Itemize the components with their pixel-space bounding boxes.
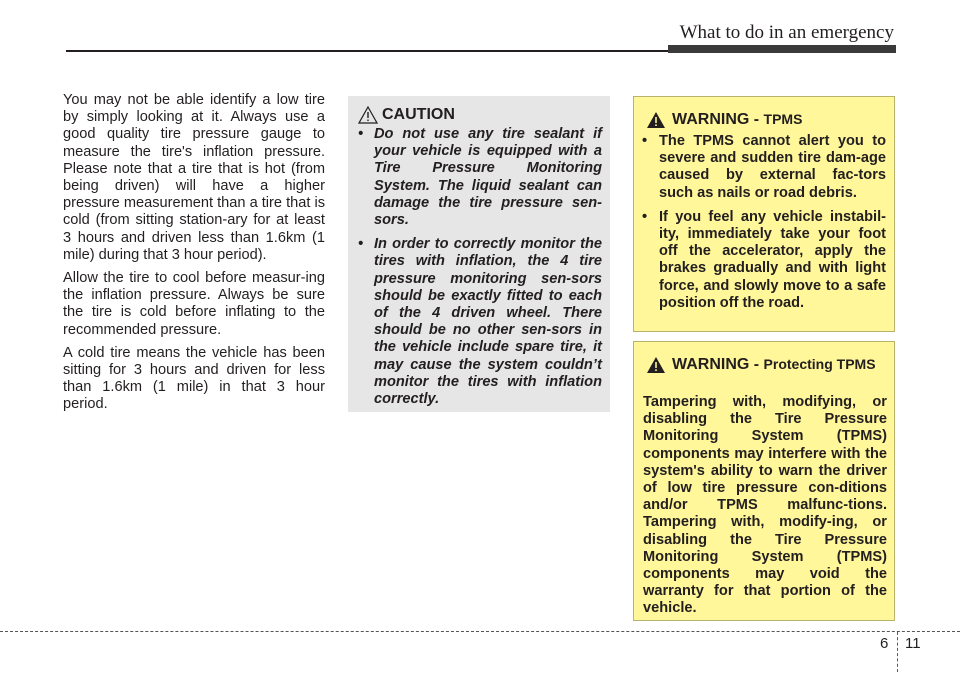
chapter-number: 6	[880, 635, 889, 652]
caution-item: • Do not use any tire sealant if your vehicle is equipped with a Tire Pressure Monitoring System. The liquid sealant can damage the tire pressure sen-sors.	[358, 126, 602, 229]
caution-list	[358, 126, 602, 415]
caution-title: CAUTION	[382, 106, 455, 123]
body-text-column	[63, 92, 325, 420]
footer-separator	[897, 632, 898, 672]
warning-tpms-title: WARNING - TPMS	[672, 111, 803, 128]
caution-box	[348, 96, 610, 412]
page-header-title: What to do in an emergency	[679, 22, 894, 43]
warning-protecting-body: Tampering with, modifying, or disabling the Tire Pressure Monitoring System (TPMS) components may interfere with the system's ability to warn the driver of low tire pressure con-ditions and/or TPMS malfunc-tions. Tampering with, modify-ing, or disabling the Tire Pressure Monitoring System (TPMS) components may void the warranty for that portion of the vehicle.	[643, 394, 887, 617]
footer-rule	[0, 631, 960, 632]
warning-protecting-title: WARNING - Protecting TPMS	[672, 356, 876, 373]
warning-item: • If you feel any vehicle instabil-ity, immediately take your foot off the accelerator, apply the brakes gradually and with light force, and slowly move to a safe position off the road.	[642, 208, 886, 311]
caution-triangle-icon	[358, 106, 378, 124]
body-paragraph: You may not be able identify a low tire by simply looking at it. Always use a good quality tire pressure gauge to measure the tire's inflation pressure. Please note that a tire that is hot (from being driven) will have a higher pressure measurement than a tire that is cold (from sitting station-ary for at least 3 hours and driven less than 1.6km (1 mile) during that 3 hour period).	[63, 92, 326, 263]
header-rule	[66, 50, 670, 52]
caution-item: • In order to correctly monitor the tires with inflation, the 4 tire pressure monitoring sen-sors should be exactly fitted to each of the 4 driven wheel. There should be no other sen-sors in the vehicle include spare tire, it may cause the system couldn’t monitor the tires with inflation correctly.	[358, 236, 602, 408]
warning-protecting-box	[633, 341, 895, 621]
body-paragraph: Allow the tire to cool before measur-ing the inflation pressure. Always be sure the tire is cold before inflating to the recommended pressure.	[63, 270, 325, 338]
body-paragraph: A cold tire means the vehicle has been sitting for 3 hours and driven for less than 1.6km (1 mile) in that 3 hour period.	[63, 344, 325, 413]
warning-item: • The TPMS cannot alert you to severe and sudden tire dam-age caused by external fac-tors such as nails or road debris.	[642, 133, 886, 201]
header-rule-accent	[668, 45, 896, 53]
warning-tpms-box	[633, 96, 895, 332]
page-number: 11	[905, 635, 921, 652]
warning-triangle-icon	[646, 111, 666, 129]
warning-triangle-icon	[646, 356, 666, 374]
warning-tpms-list	[642, 133, 886, 319]
